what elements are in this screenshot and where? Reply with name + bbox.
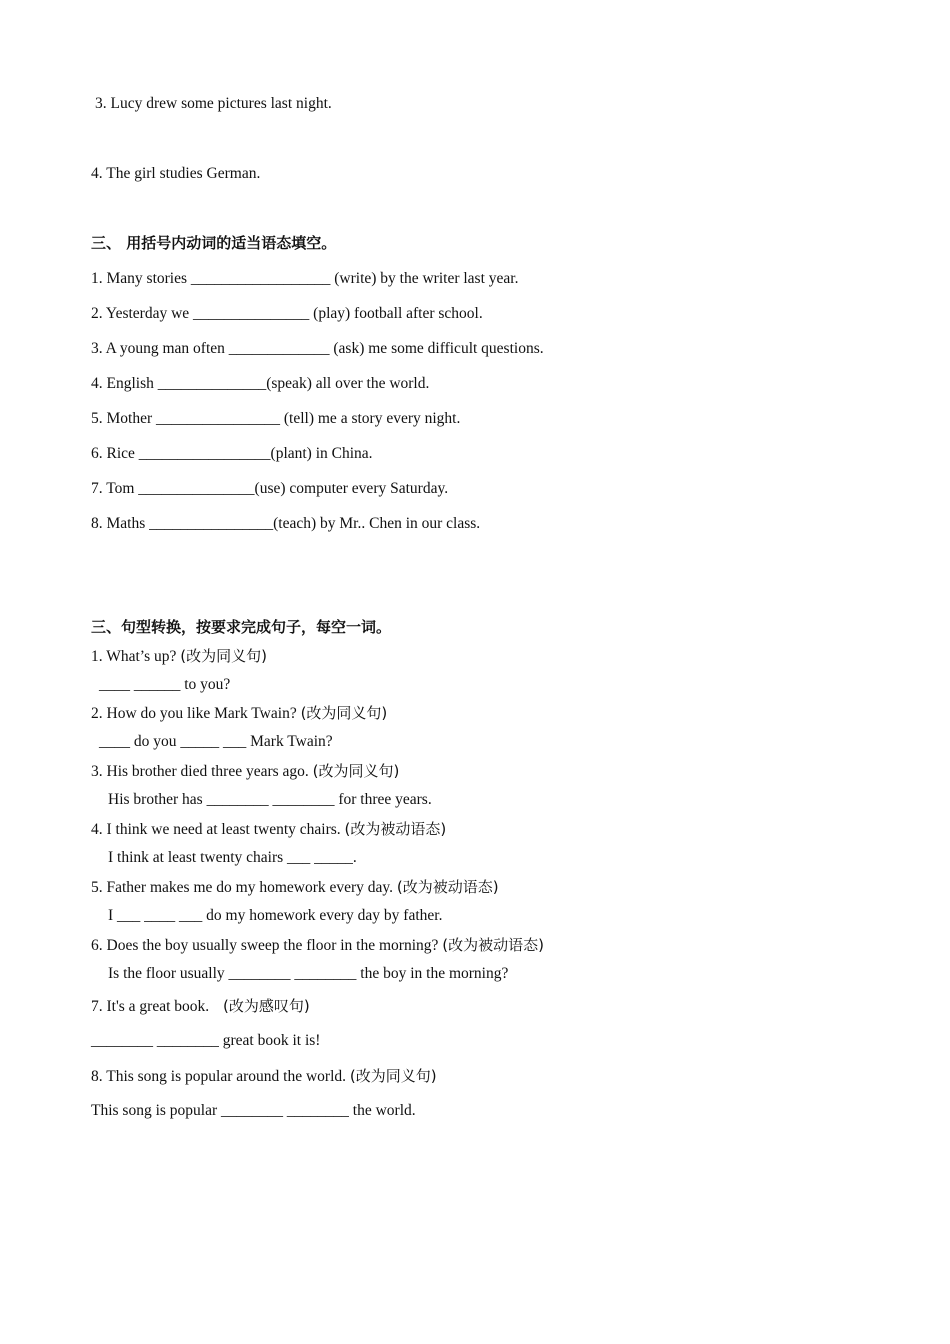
question-text: 3. His brother died three years ago. (91, 763, 309, 780)
section-a-item: 3. A young man often _____________ (ask) me some difficult questions. (91, 340, 544, 357)
section-b-answer-line: ____ do you _____ ___ Mark Twain? (99, 733, 333, 750)
section-b-answer-line: This song is popular ________ ________ the world. (91, 1102, 416, 1119)
question-text: 5. Father makes me do my homework every day. (91, 879, 394, 896)
section-b-answer-line: I ___ ____ ___ do my homework every day by father. (108, 907, 443, 924)
question-text: 6. Does the boy usually sweep the floor in the morning? (91, 937, 439, 954)
section-b-answer-line: His brother has ________ ________ for three years. (108, 791, 432, 808)
section-a-item: 6. Rice _________________(plant) in China. (91, 445, 373, 462)
question-text: 2. How do you like Mark Twain? (91, 705, 297, 722)
section-b-answer-line: I think at least twenty chairs ___ _____. (108, 849, 357, 866)
section-b-question (91, 646, 267, 667)
section-a-item: 8. Maths ________________(teach) by Mr.. Chen in our class. (91, 515, 481, 532)
question-instruction: (改为同义句) (312, 762, 400, 780)
section-b-title: 三、句型转换，按要求完成句子，每空一词。 (91, 618, 392, 636)
section-a-item: 4. English ______________(speak) all over the world. (91, 375, 430, 392)
question-text: 7. It's a great book. (91, 998, 210, 1015)
question-instruction: (改为被动语态) (396, 878, 499, 896)
section-b-question (91, 996, 310, 1017)
top-question-4: 4. The girl studies German. (91, 165, 261, 182)
question-text: 4. I think we need at least twenty chairs. (91, 821, 341, 838)
question-instruction: (改为同义句) (349, 1067, 437, 1085)
question-instruction: (改为感叹句) (223, 997, 310, 1015)
question-instruction: (改为同义句) (300, 704, 388, 722)
question-instruction: (改为被动语态) (442, 936, 544, 954)
question-text: 1. What’s up? (91, 648, 177, 665)
section-b-question (91, 761, 399, 782)
question-instruction: (改为被动语态) (344, 820, 447, 838)
section-b-answer-line: ________ ________ great book it is! (91, 1032, 321, 1049)
question-text: 8. This song is popular around the world. (91, 1068, 347, 1085)
section-a-item: 7. Tom _______________(use) computer every Saturday. (91, 480, 449, 497)
section-a-item: 5. Mother ________________ (tell) me a story every night. (91, 410, 461, 427)
section-b-question (91, 1066, 437, 1087)
section-b-question (91, 877, 499, 898)
question-instruction: (改为同义句) (180, 647, 267, 665)
section-b-question (91, 935, 544, 956)
section-b-answer-line: ____ ______ to you? (99, 676, 231, 693)
top-question-3: 3. Lucy drew some pictures last night. (95, 95, 332, 112)
section-b-question (91, 703, 387, 724)
section-b-answer-line: Is the floor usually ________ ________ the boy in the morning? (108, 965, 509, 982)
section-b-question (91, 819, 446, 840)
section-a-item: 2. Yesterday we _______________ (play) football after school. (91, 305, 483, 322)
section-a-item: 1. Many stories __________________ (write) by the writer last year. (91, 270, 519, 287)
section-a-title: 三、 用括号内动词的适当语态填空。 (91, 234, 337, 252)
